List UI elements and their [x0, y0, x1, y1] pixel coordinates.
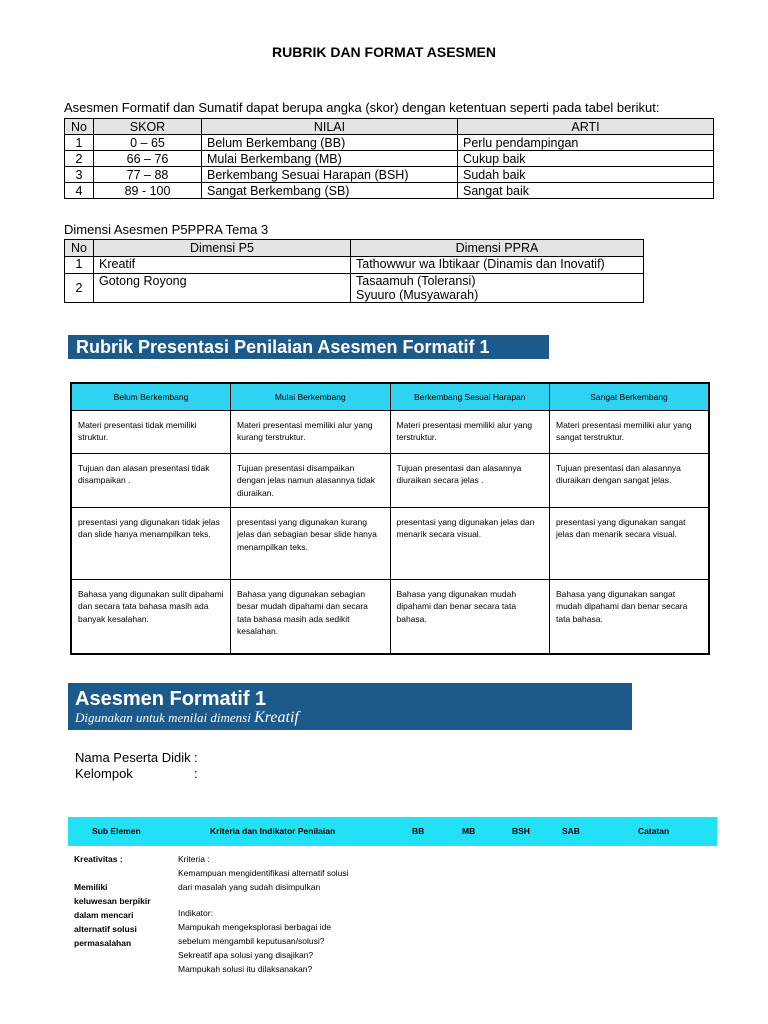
group-colon: : — [194, 766, 198, 781]
rubric-cell: presentasi yang digunakan tidak jelas dan slide hanya menampilkan teks. — [71, 508, 231, 580]
description-line: alternatif solusi — [74, 924, 137, 934]
indicator-line: sebelum mengambil keputusan/solusi? — [178, 936, 325, 946]
rubric-cell: Bahasa yang digunakan sebagian besar mudah dipahami dan secara tata bahasa masih ada sedikit kesalahan. — [231, 580, 391, 654]
header-sub-element: Sub Elemen — [92, 826, 141, 836]
header-cell: Sangat Berkembang — [550, 383, 710, 411]
cell-no: 2 — [65, 151, 94, 167]
header-cell: No — [65, 119, 94, 135]
rubric-cell: Tujuan dan alasan presentasi tidak disampaikan . — [71, 454, 231, 508]
rubric-cell: Tujuan presentasi dan alasannya diuraikan dengan sangat jelas. — [550, 454, 710, 508]
header-bsh: BSH — [512, 826, 530, 836]
header-cell: SKOR — [94, 119, 202, 135]
assessment-subtitle — [75, 710, 632, 726]
description-line: permasalahan — [74, 938, 132, 948]
cell-value: Berkembang Sesuai Harapan (BSH) — [202, 167, 458, 183]
rubric-cell: Materi presentasi memiliki alur yang sangat terstruktur. — [550, 411, 710, 454]
rubric-cell: Bahasa yang digunakan sulit dipahami dan secara tata bahasa masih ada banyak kesalahan. — [71, 580, 231, 654]
dimension-table-header — [65, 240, 644, 257]
cell-no: 2 — [65, 274, 94, 303]
table-row — [65, 135, 714, 151]
table-row — [71, 454, 709, 508]
cell-no: 4 — [65, 183, 94, 199]
cell-no: 1 — [65, 257, 94, 274]
indicator-line: Sekreatif apa solusi yang disajikan? — [178, 950, 314, 960]
assessment-banner — [68, 683, 632, 730]
indicator-line: Mampukah mengeksplorasi berbagai ide — [178, 922, 332, 932]
rubric-cell: Bahasa yang digunakan mudah dipahami dan benar secara tata bahasa. — [390, 580, 550, 654]
header-notes: Catatan — [638, 826, 670, 836]
header-mb: MB — [462, 826, 476, 836]
cell-score: 66 – 76 — [94, 151, 202, 167]
rubric-cell: Materi presentasi memiliki alur yang terstruktur. — [390, 411, 550, 454]
cell-ppra — [351, 274, 644, 303]
rubric-cell: Tujuan presentasi dan alasannya diuraikan secara jelas . — [390, 454, 550, 508]
ppra-line: Tathowwur wa Ibtikaar (Dinamis dan Inovatif) — [356, 257, 605, 271]
ppra-line: Tasaamuh (Toleransi) — [356, 274, 476, 288]
subtitle-prefix: Digunakan untuk menilai dimensi — [75, 710, 255, 725]
description-line: keluwesan berpikir — [74, 896, 151, 906]
cell-meaning: Perlu pendampingan — [458, 135, 714, 151]
table-row — [65, 167, 714, 183]
criteria-block — [178, 852, 349, 894]
cell-p5: Kreatif — [94, 257, 351, 274]
rubric-table — [70, 382, 710, 655]
rubric-cell: Tujuan presentasi disampaikan dengan jelas namun alasannya tidak diuraikan. — [231, 454, 391, 508]
intro-text: Asesmen Formatif dan Sumatif dapat berupa angka (skor) dengan ketentuan seperti pada tabel berikut: — [64, 100, 660, 115]
header-cell: No — [65, 240, 94, 257]
criteria-line: dari masalah yang sudah disimpulkan — [178, 882, 321, 892]
table-row — [71, 508, 709, 580]
student-name-colon: : — [194, 750, 198, 765]
cell-score: 89 - 100 — [94, 183, 202, 199]
cell-meaning: Sangat baik — [458, 183, 714, 199]
header-bb: BB — [412, 826, 425, 836]
table-row — [65, 183, 714, 199]
rubric-cell: Bahasa yang digunakan sangat mudah dipahami dan benar secara tata bahasa. — [550, 580, 710, 654]
page-title: RUBRIK DAN FORMAT ASESMEN — [272, 44, 496, 60]
rubric-cell: Materi presentasi memiliki alur yang kurang terstruktur. — [231, 411, 391, 454]
rubric-cell: presentasi yang digunakan sangat jelas dan menarik secara visual. — [550, 508, 710, 580]
rubric-cell: Materi presentasi tidak memiliki struktur. — [71, 411, 231, 454]
cell-score: 77 – 88 — [94, 167, 202, 183]
subtitle-dimension: Kreatif — [254, 709, 299, 726]
rubric-table-header — [71, 383, 709, 411]
cell-no: 3 — [65, 167, 94, 183]
table-row — [65, 151, 714, 167]
ppra-line: Syuuro (Musyawarah) — [356, 288, 479, 302]
cell-meaning: Cukup baik — [458, 151, 714, 167]
indicator-line: Mampukah solusi itu dilaksanakan? — [178, 964, 313, 974]
header-cell: Berkembang Sesuai Harapan — [390, 383, 550, 411]
dimension-table — [64, 239, 644, 303]
cell-meaning: Sudah baik — [458, 167, 714, 183]
header-cell: Belum Berkembang — [71, 383, 231, 411]
dimension-title: Dimensi Asesmen P5PPRA Tema 3 — [64, 222, 269, 237]
indicator-block — [178, 906, 331, 976]
header-cell: Dimensi P5 — [94, 240, 351, 257]
table-row — [65, 257, 644, 274]
criteria-line: Kriteria : — [178, 854, 210, 864]
criteria-line: Kemampuan mengidentifikasi alternatif solusi — [178, 868, 349, 878]
cell-no: 1 — [65, 135, 94, 151]
sub-element-name: Kreativitas : — [74, 854, 123, 864]
table-row — [71, 411, 709, 454]
header-sab: SAB — [562, 826, 580, 836]
description-line: dalam mencari — [74, 910, 134, 920]
group-label: Kelompok — [75, 766, 133, 781]
table-row — [71, 580, 709, 654]
cell-value: Mulai Berkembang (MB) — [202, 151, 458, 167]
header-cell: NILAI — [202, 119, 458, 135]
header-cell: Mulai Berkembang — [231, 383, 391, 411]
cell-value: Sangat Berkembang (SB) — [202, 183, 458, 199]
indicator-line: Indikator: — [178, 908, 213, 918]
cell-value: Belum Berkembang (BB) — [202, 135, 458, 151]
header-cell: ARTI — [458, 119, 714, 135]
sub-element-description — [74, 880, 151, 950]
description-line: Memiliki — [74, 882, 108, 892]
score-table — [64, 118, 714, 199]
rubric-cell: presentasi yang digunakan kurang jelas dan sebagian besar slide hanya menampilkan teks. — [231, 508, 391, 580]
cell-score: 0 – 65 — [94, 135, 202, 151]
cell-p5: Gotong Royong — [94, 274, 351, 303]
assessment-title: Asesmen Formatif 1 — [75, 688, 267, 710]
table-row — [65, 274, 644, 303]
header-cell: Dimensi PPRA — [351, 240, 644, 257]
assessment-table-header — [68, 817, 717, 846]
score-table-header — [65, 119, 714, 135]
cell-ppra — [351, 257, 644, 274]
rubric-cell: presentasi yang digunakan jelas dan menarik secara visual. — [390, 508, 550, 580]
student-name-label: Nama Peserta Didik — [75, 750, 191, 765]
rubric-banner: Rubrik Presentasi Penilaian Asesmen Formatif 1 — [68, 335, 549, 359]
header-criteria: Kriteria dan Indikator Penilaian — [210, 826, 336, 836]
